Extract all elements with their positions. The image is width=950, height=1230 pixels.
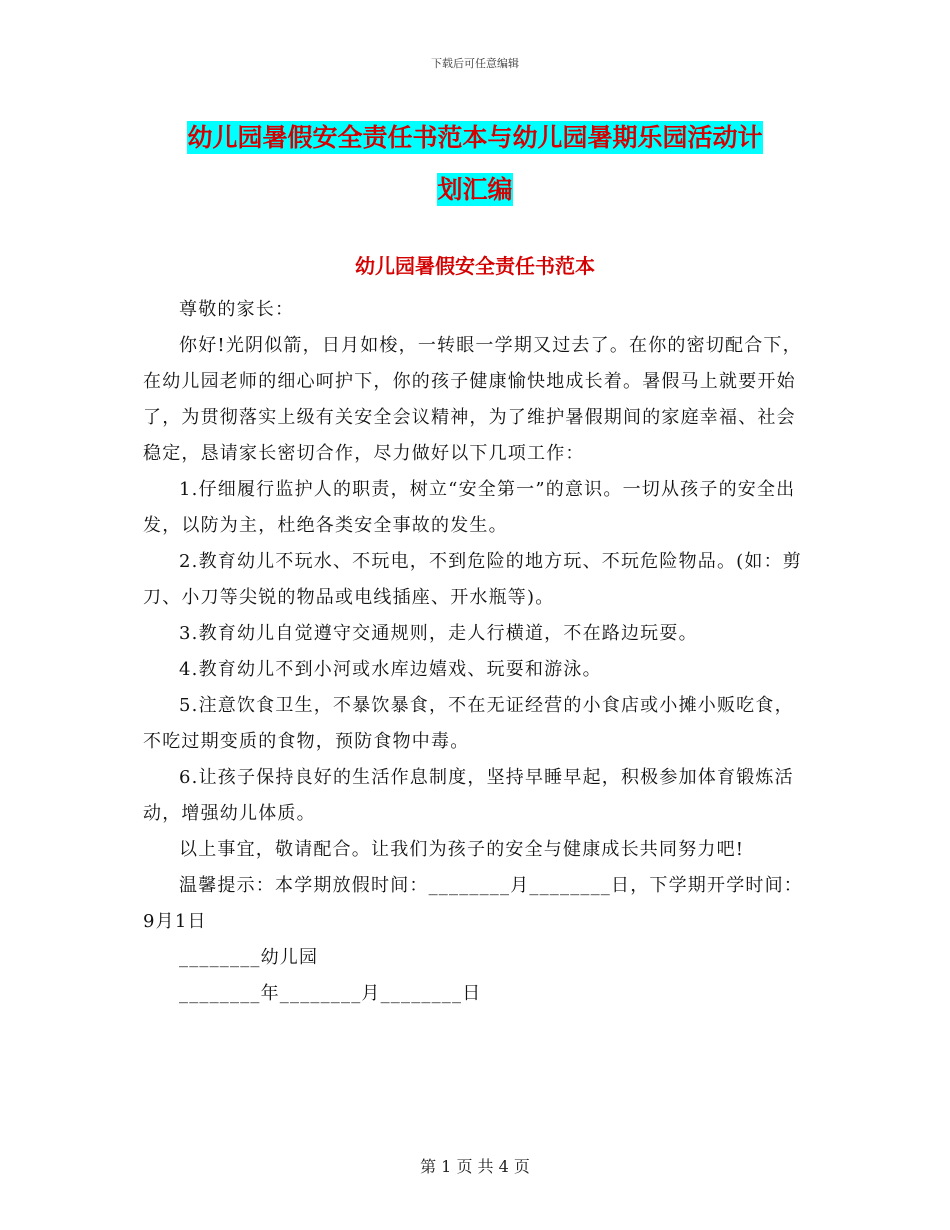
signature-kindergarten: ________幼儿园: [179, 947, 319, 968]
paragraph-item-6: 6.让孩子保持良好的生活作息制度，坚持早睡早起，积极参加体育锻炼活动，增强幼儿体质。: [143, 767, 794, 824]
header-note: 下载后可任意编辑: [431, 57, 519, 70]
paragraph-item-2: 2.教育幼儿不玩水、不玩电，不到危险的地方玩、不玩危险物品。(如：剪刀、小刀等尖锐的物品或电线插座、开水瓶等)。: [143, 551, 802, 608]
paragraph-closing: 以上事宜，敬请配合。让我们为孩子的安全与健康成长共同努力吧!: [179, 839, 745, 860]
paragraph-item-3: 3.教育幼儿自觉遵守交通规则，走人行横道，不在路边玩耍。: [179, 623, 698, 644]
signature-date: ________年________月________日: [179, 983, 482, 1004]
paragraph-salutation: 尊敬的家长：: [179, 299, 295, 320]
section-title: 幼儿园暑假安全责任书范本: [355, 254, 595, 278]
paragraph-item-4: 4.教育幼儿不到小河或水库边嬉戏、玩耍和游泳。: [179, 659, 602, 680]
document-title-line-2: 划汇编: [437, 175, 513, 204]
document-title-line-1: 幼儿园暑假安全责任书范本与幼儿园暑期乐园活动计: [187, 123, 763, 152]
document-body: [143, 292, 811, 1012]
document-title: [140, 112, 810, 216]
paragraph-reminder: 温馨提示：本学期放假时间：________月________日，下学期开学时间：9月1日: [143, 875, 803, 932]
paragraph-item-5: 5.注意饮食卫生，不暴饮暴食，不在无证经营的小食店或小摊小贩吃食，不吃过期变质的食物，预防食物中毒。: [143, 695, 794, 752]
page-footer: 第 1 页 共 4 页: [420, 1157, 530, 1176]
paragraph-item-1: 1.仔细履行监护人的职责，树立“安全第一”的意识。一切从孩子的安全出发，以防为主，杜绝各类安全事故的发生。: [143, 479, 796, 536]
paragraph-intro: 你好!光阴似箭，日月如梭，一转眼一学期又过去了。在你的密切配合下，在幼儿园老师的细心呵护下，你的孩子健康愉快地成长着。暑假马上就要开始了，为贯彻落实上级有关安全会议精神，为了维护暑假期间的家庭幸福、社会稳定，恳请家长密切合作，尽力做好以下几项工作：: [143, 335, 802, 464]
